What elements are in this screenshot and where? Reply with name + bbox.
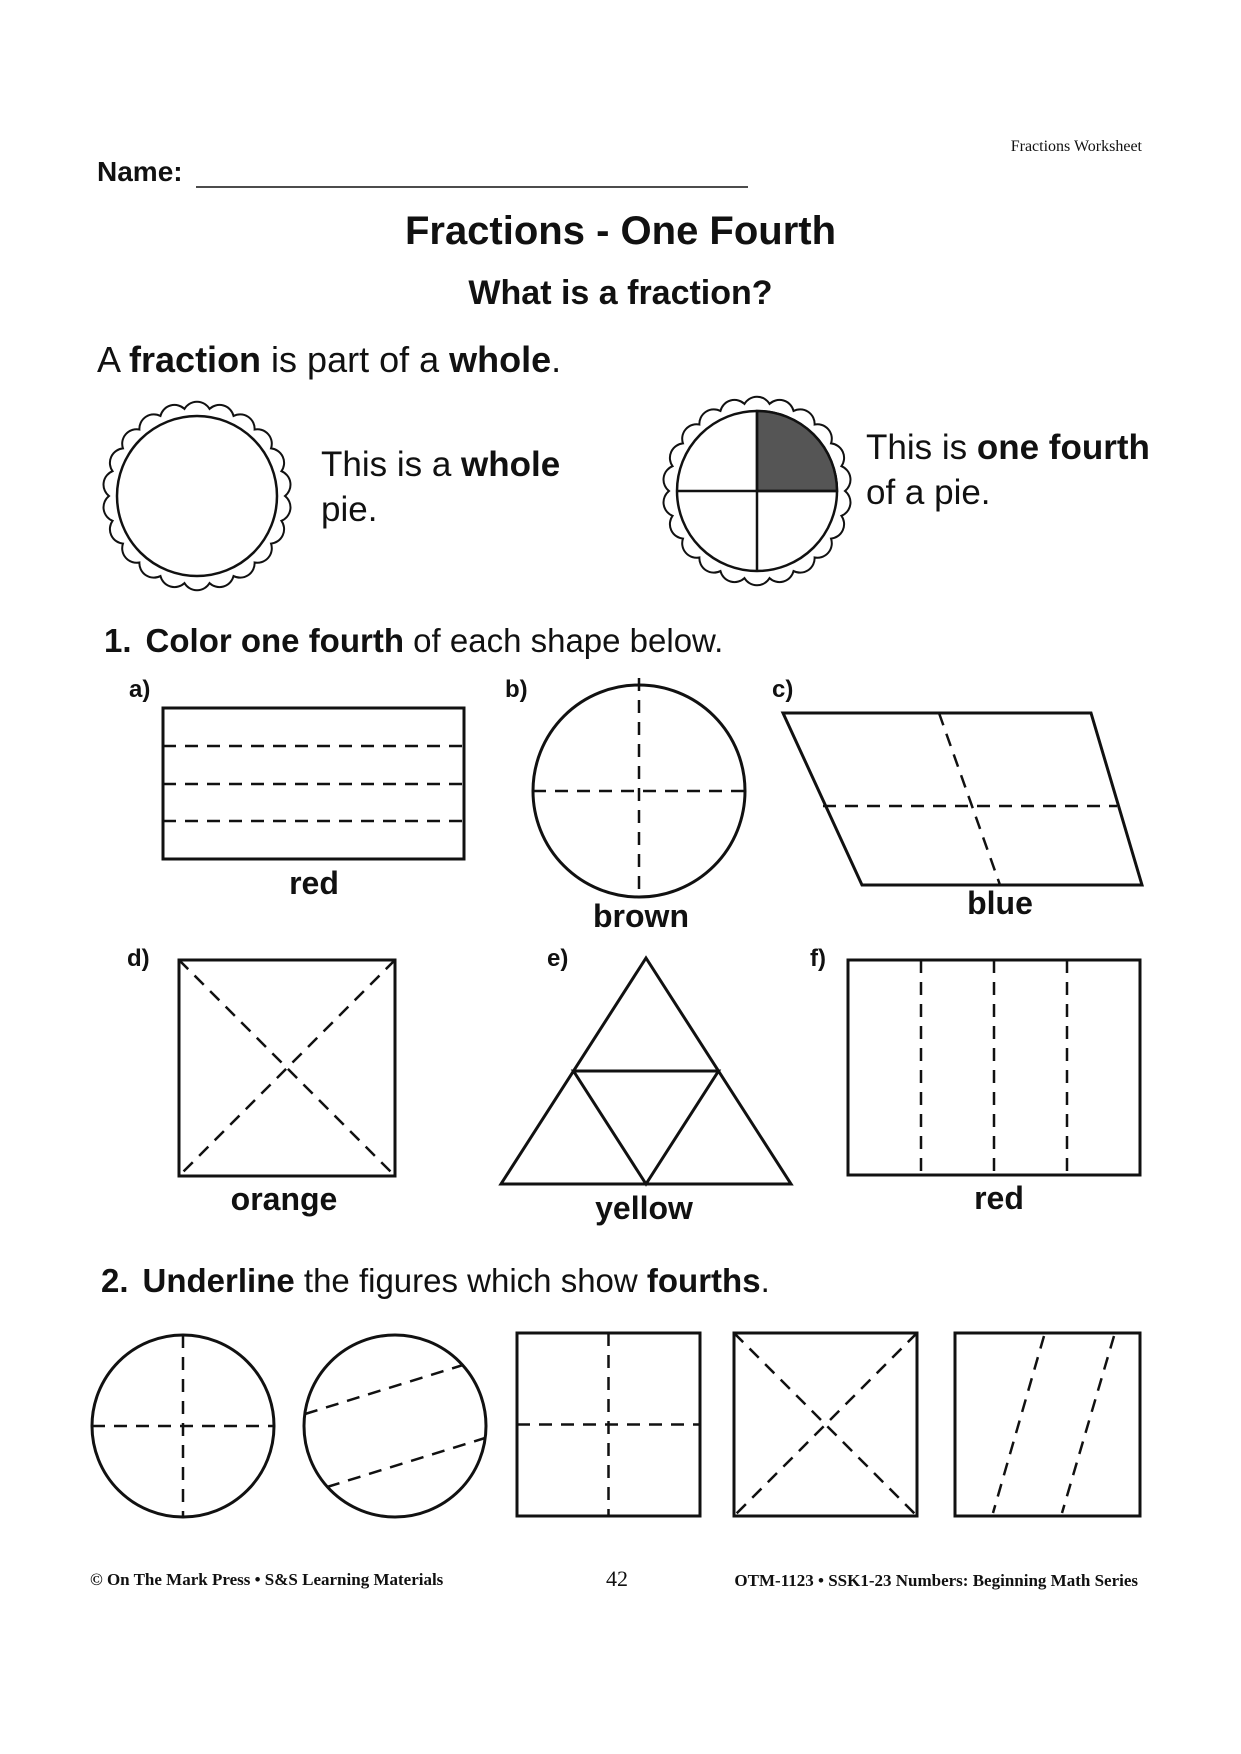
fourth-pie-caption xyxy=(866,425,1150,515)
page-subtitle: What is a fraction? xyxy=(468,274,773,312)
intro-text: . xyxy=(551,339,562,380)
caption-keyword: whole xyxy=(461,445,561,484)
shape-f-letter: f) xyxy=(810,945,826,972)
intro-keyword-fraction: fraction xyxy=(129,339,262,380)
question-text: the figures which show xyxy=(294,1262,647,1299)
shape-e-letter: e) xyxy=(547,945,569,972)
dashed-divider xyxy=(734,1333,917,1516)
shaded-quarter xyxy=(757,411,837,491)
worksheet-label: Fractions Worksheet xyxy=(1010,138,1142,155)
shape-a-letter: a) xyxy=(129,676,151,703)
question-instruction: Color one fourth xyxy=(145,622,404,659)
inner-triangle xyxy=(574,1071,719,1184)
figure-square-slanted-lines xyxy=(955,1333,1140,1516)
caption-keyword: one fourth xyxy=(976,428,1150,467)
caption-text: of a pie. xyxy=(866,473,991,512)
dashed-divider xyxy=(939,713,1000,885)
intro-text: is part of a xyxy=(261,339,450,380)
figure-circle-cross xyxy=(92,1335,274,1517)
name-label: Name: xyxy=(97,156,183,187)
question-text: of each shape below. xyxy=(404,622,724,659)
question-number: 1. xyxy=(104,622,132,659)
shape-f-rectangle xyxy=(848,960,1140,1175)
pie-filling xyxy=(117,416,277,576)
dashed-divider xyxy=(734,1333,917,1516)
figure-square-cross xyxy=(517,1333,700,1516)
shape-b-circle xyxy=(533,678,745,897)
dashed-divider xyxy=(305,1365,463,1414)
intro-text: A xyxy=(97,339,130,380)
question-2-prompt xyxy=(101,1264,770,1297)
shape-outline xyxy=(734,1333,917,1516)
footer-page-number: 42 xyxy=(606,1566,628,1591)
whole-pie-illustration xyxy=(104,402,291,591)
shape-a-rectangle xyxy=(163,708,464,859)
dashed-divider xyxy=(993,1336,1044,1513)
shape-c-letter: c) xyxy=(772,676,794,703)
caption-text: This is a xyxy=(321,445,462,484)
shape-d-square xyxy=(179,960,395,1176)
whole-pie-caption xyxy=(321,442,560,532)
caption-text: This is xyxy=(866,428,977,467)
shape-c-color-label: blue xyxy=(967,885,1033,921)
shape-e-triangle xyxy=(501,958,791,1184)
shape-outline xyxy=(304,1335,486,1517)
shape-e-color-label: yellow xyxy=(595,1190,693,1226)
dashed-divider xyxy=(1062,1336,1114,1513)
figure-circle-slanted-lines xyxy=(304,1335,486,1517)
shape-outline xyxy=(783,713,1142,885)
intro-keyword-whole: whole xyxy=(449,339,552,380)
shape-a-color-label: red xyxy=(289,865,339,901)
shape-f-color-label: red xyxy=(974,1180,1024,1216)
shape-outline xyxy=(955,1333,1140,1516)
question-1-prompt xyxy=(104,624,723,657)
shape-d-color-label: orange xyxy=(230,1181,338,1217)
question-number: 2. xyxy=(101,1262,129,1299)
fourth-pie-illustration xyxy=(664,397,851,586)
question-keyword: fourths xyxy=(646,1262,761,1299)
figure-square-diagonals xyxy=(734,1333,917,1516)
page-title: Fractions - One Fourth xyxy=(404,209,837,253)
footer-publisher: © On The Mark Press • S&S Learning Materials xyxy=(90,1570,444,1589)
intro-sentence xyxy=(97,339,562,380)
dashed-divider xyxy=(327,1438,485,1487)
question-text: . xyxy=(760,1262,770,1299)
shape-d-letter: d) xyxy=(127,945,150,972)
shape-c-parallelogram xyxy=(783,713,1142,885)
footer-series: OTM-1123 • SSK1-23 Numbers: Beginning Math Series xyxy=(734,1571,1138,1590)
question-instruction: Underline xyxy=(142,1262,295,1299)
shape-b-color-label: brown xyxy=(593,898,689,934)
shape-b-letter: b) xyxy=(505,676,528,703)
caption-text: pie. xyxy=(321,490,378,529)
